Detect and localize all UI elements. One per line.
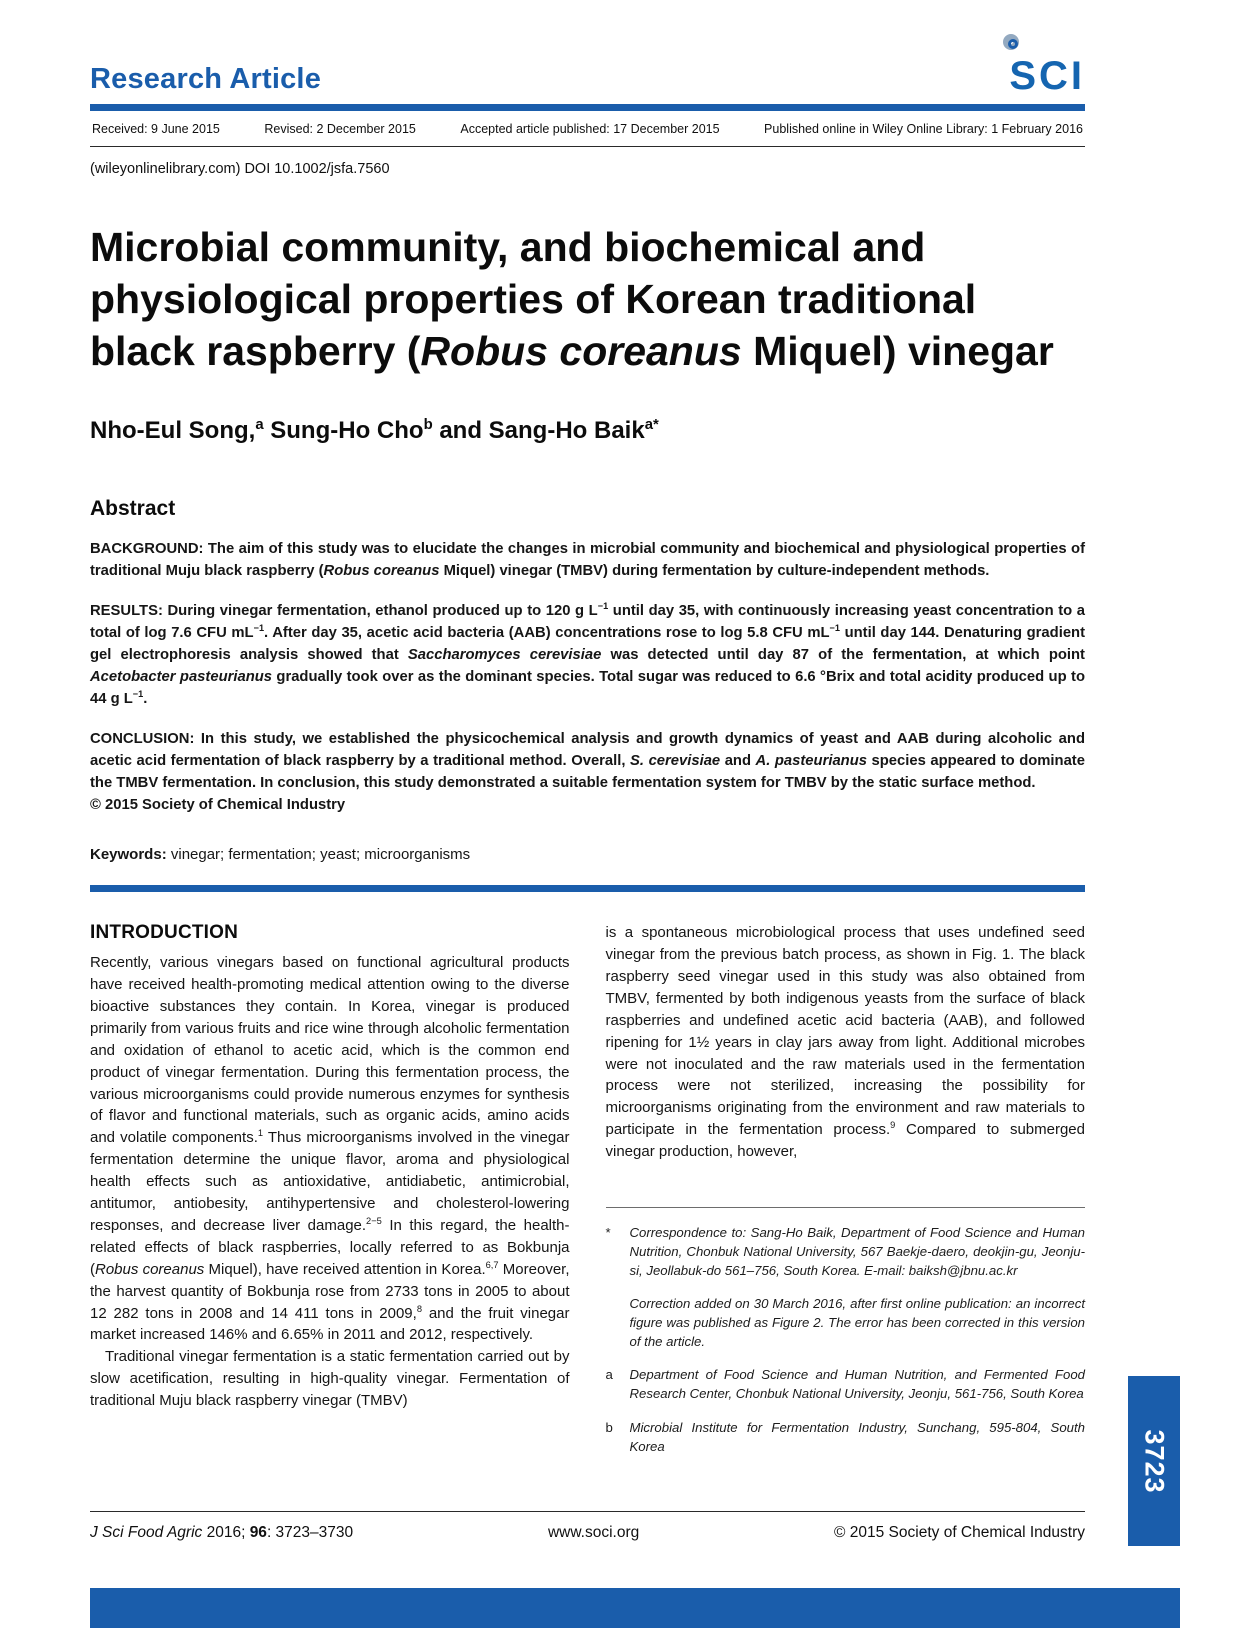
affiliation-a-footnote <box>606 1366 1086 1403</box>
keywords-label: Keywords: <box>90 846 167 864</box>
body-columns <box>90 922 1085 1471</box>
affiliation-a-marker: a <box>605 1367 613 1383</box>
introduction-heading: INTRODUCTION <box>90 922 239 944</box>
article-history-row <box>90 111 1085 146</box>
sci-logo-inner-ring-icon <box>1008 39 1018 49</box>
abstract-section <box>90 497 1085 863</box>
introduction-paragraph-1: Recently, various vinegars based on functional agricultural products have received health-promoting medical attention owing to the diverse bioactive substances they contain. In Korea, vinegar is produced primarily from various fruits and rice wine through alcoholic fermentation and oxidation of ethanol to acetic acid, which is the common end product of vinegar fermentation. During this fermentation process, the various microorganisms could provide numerous enzymes for synthesis of flavor and functional materials, such as organic acids, amino acids and volatile components.$^1$ Thus microorganisms involved in the vinegar fermentation determine the unique flavor, aroma and physiological health effects such as antioxidative, antidiabetic, antimicrobial, antitumor, antiobesity, antihypertensive and cholesterol-lowering responses, and decrease liver damage.$^{2-5}$ In this regard, the health-related effects of black raspberries, locally referred to as Bokbunja (Robus coreanus Miquel), have received attention in Korea.$^{6,7}$ Moreover, the harvest quantity of Bokbunja rose from 2733 tons in 2005 to about 12 282 tons in 2008 and 14 411 tons in 2009,$^8$ and the fruit vinegar market increased 146% and 6.65% in 2011 and 2012, respectively. <box>90 954 570 1344</box>
page-content <box>90 0 1085 1471</box>
keywords-text: vinegar; fermentation; yeast; microorganisms <box>166 846 471 864</box>
keywords-line <box>90 846 1085 863</box>
footer-copyright: © 2015 Society of Chemical Industry <box>834 1524 1085 1541</box>
correction-text: Correction added on 30 March 2016, after first online publication: an incorrect figure was published as Figure 2. The error has been corrected in this version of the article. <box>629 1296 1085 1349</box>
footer-website: www.soci.org <box>547 1524 640 1541</box>
authors-line: Nho-Eul Song,$^a$ Sung-Ho Cho$^b$ and Sang-Ho Baik$^{a*}$ <box>90 417 659 445</box>
introduction-paragraph-2: Traditional vinegar fermentation is a static fermentation carried out by slow acetification, resulting in high-quality vinegar. Fermentation of traditional Muju black raspberry vinegar (TMBV) <box>90 1348 570 1410</box>
abstract-divider-rule <box>90 885 1085 892</box>
footnotes-block <box>606 1207 1086 1456</box>
affiliation-b-text: Microbial Institute for Fermentation Industry, Sunchang, 595-804, South Korea <box>629 1419 1085 1454</box>
header-blue-rule <box>90 104 1085 111</box>
article-type-label: Research Article <box>90 63 322 95</box>
sci-logo-text: SCI <box>1009 54 1085 98</box>
correspondence-text: Correspondence to: Sang-Ho Baik, Department of Food Science and Human Nutrition, Chonbuk National University, 567 Baekje-daero, deokjin-gu, Jeonju-si, Jeollabuk-do 561–756, South Korea. E-mail: baiksh@jbnu.ac.kr <box>629 1225 1085 1278</box>
page-header <box>90 0 1085 96</box>
affiliation-a-text: Department of Food Science and Human Nutrition, and Fermented Food Research Center, Chonbuk National University, Jeonju, 561-756, South Korea <box>629 1367 1085 1402</box>
abstract-conclusion: CONCLUSION: In this study, we established the physicochemical analysis and growth dynamics of yeast and AAB during alcoholic and acetic acid fermentation of black raspberry by a traditional method. Overall, S. cerevisiae and A. pasteurianus species appeared to dominate the TMBV fermentation. In conclusion, this study demonstrated a suitable fermentation system for TMBV by the static surface method. <box>90 730 1085 791</box>
right-column <box>606 922 1086 1471</box>
introduction-paragraph-3: is a spontaneous microbiological process that uses undefined seed vinegar from the previous batch process, as shown in Fig. 1. The black raspberry seed vinegar used in this study was also obtained from TMBV, fermented by both indigenous yeasts from the surface of black raspberries and undefined acetic acid bacteria (AAB), and followed ripening for 1½ years in clay jars away from light. Additional microbes were not inoculated and the raw materials used in the fermentation process were not sterilized, increasing the possibility for microorganisms originating from the environment and raw materials to participate in the fermentation process.$^9$ Compared to submerged vinegar production, however, <box>605 924 1085 1161</box>
bottom-blue-bar <box>90 1588 1180 1628</box>
abstract-copyright: © 2015 Society of Chemical Industry <box>90 797 346 814</box>
accepted-date: Accepted article published: 17 December 2015 <box>460 122 720 136</box>
page-number-tab <box>1128 1376 1180 1546</box>
page-footer <box>90 1511 1085 1542</box>
page-number: 3723 <box>1139 1428 1170 1494</box>
abstract-background: BACKGROUND: The aim of this study was to elucidate the changes in microbial community and biochemical and physiological properties of traditional Muju black raspberry (Robus coreanus Miquel) vinegar (TMBV) during fermentation by culture-independent methods. <box>90 541 1085 580</box>
received-date: Received: 9 June 2015 <box>92 122 220 136</box>
affiliation-b-marker: b <box>605 1419 613 1435</box>
correction-footnote <box>606 1295 1086 1351</box>
abstract-heading: Abstract <box>90 497 176 521</box>
footer-citation: J Sci Food Agric 2016; 96: 3723–3730 <box>90 1524 354 1541</box>
revised-date: Revised: 2 December 2015 <box>264 122 416 136</box>
header-thin-rule <box>90 146 1085 147</box>
sci-logo <box>989 34 1085 96</box>
doi-line: (wileyonlinelibrary.com) DOI 10.1002/jsfa.7560 <box>90 161 390 177</box>
abstract-results: RESULTS: During vinegar fermentation, ethanol produced up to 120 g $L^{-1}$ until day 35, with continuously increasing yeast concentration to a total of log 7.6 CFU $mL^{-1}$. After day 35, acetic acid bacteria (AAB) concentrations rose to log 5.8 CFU $mL^{-1}$ until day 144. Denaturing gradient gel electrophoresis analysis showed that Saccharomyces cerevisiae was detected until day 87 of the fermentation, at which point Acetobacter pasteurianus gradually took over as the dominant species. Total sugar was reduced to 6.6 °Brix and total acidity produced up to 44 g $L^{-1}$. <box>90 600 1086 708</box>
left-column <box>90 922 570 1471</box>
correspondence-footnote <box>606 1224 1086 1280</box>
published-date: Published online in Wiley Online Library: 1 February 2016 <box>764 122 1083 136</box>
article-title: Microbial community, and biochemical and physiological properties of Korean traditional black raspberry (Robus coreanus Miquel) vinegar <box>90 224 1054 375</box>
correspondence-marker: * <box>605 1225 611 1241</box>
affiliation-b-footnote <box>606 1419 1086 1456</box>
